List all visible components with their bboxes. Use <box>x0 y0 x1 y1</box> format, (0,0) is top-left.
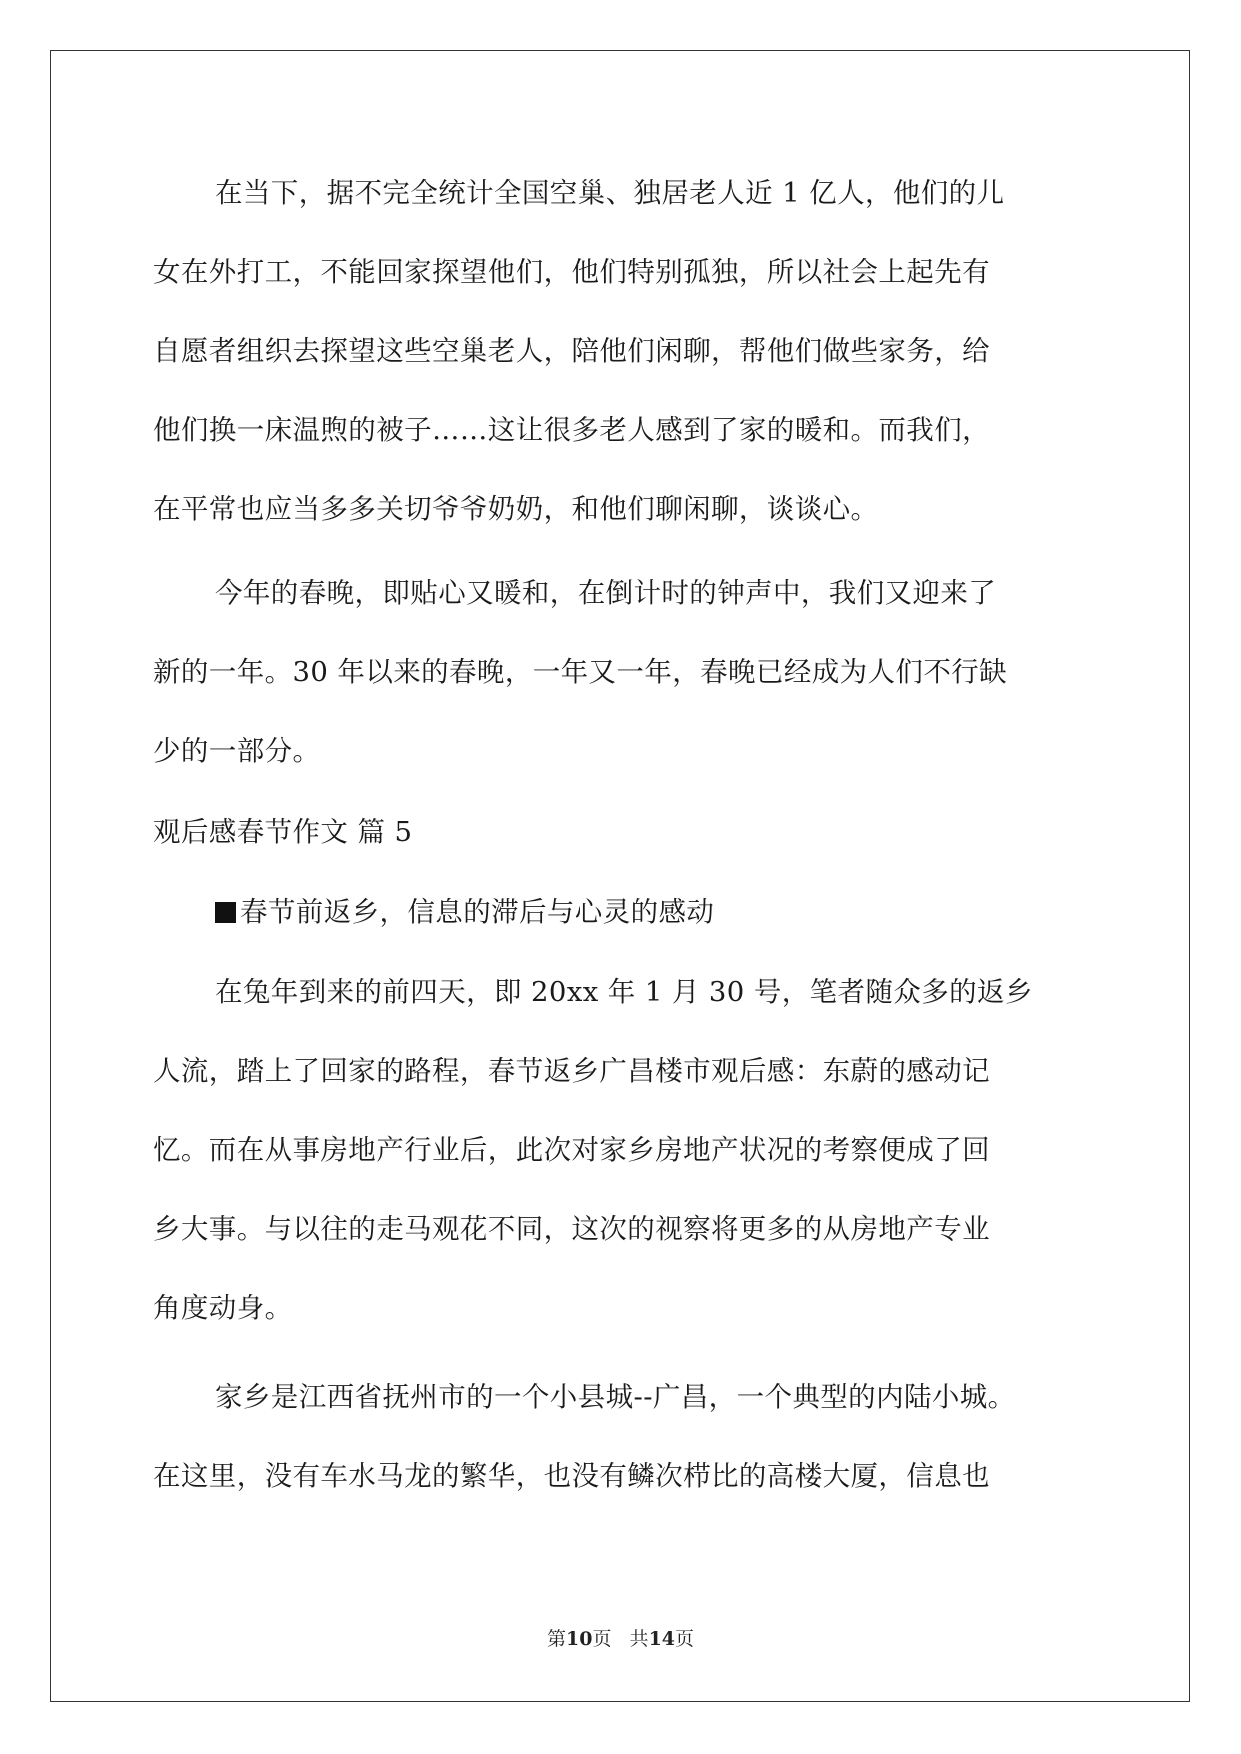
paragraph-line: 家乡是江西省抚州市的一个小县城--广昌，一个典型的内陆小城。 <box>215 1381 1016 1413</box>
section-title: 观后感春节作文 篇 5 <box>153 816 413 848</box>
footer-mid: 页 共 <box>592 1628 649 1650</box>
paragraph-line: 在这里，没有车水马龙的繁华，也没有鳞次栉比的高楼大厦，信息也 <box>153 1460 990 1492</box>
footer-suffix: 页 <box>675 1628 695 1650</box>
page-border <box>50 50 1190 1702</box>
paragraph-line: 在平常也应当多多关切爷爷奶奶，和他们聊闲聊，谈谈心。 <box>153 493 879 525</box>
paragraph-line: 乡大事。与以往的走马观花不同，这次的视察将更多的从房地产专业 <box>153 1213 990 1245</box>
current-page-number: 10 <box>565 1628 593 1650</box>
paragraph-line: 新的一年。30 年以来的春晚，一年又一年，春晚已经成为人们不行缺 <box>153 656 1008 688</box>
paragraph-line: 人流，踏上了回家的路程，春节返乡广昌楼市观后感：东蔚的感动记 <box>153 1055 990 1087</box>
page-footer <box>0 1627 1241 1651</box>
paragraph-line: 在兔年到来的前四天，即 20xx 年 1 月 30 号，笔者随众多的返乡 <box>215 976 1033 1008</box>
paragraph-line: 自愿者组织去探望这些空巢老人，陪他们闲聊，帮他们做些家务，给 <box>153 335 990 367</box>
subheading <box>215 895 714 929</box>
black-square-icon <box>215 902 236 923</box>
paragraph-line: 女在外打工，不能回家探望他们，他们特别孤独，所以社会上起先有 <box>153 256 990 288</box>
paragraph-line: 角度动身。 <box>153 1292 293 1324</box>
subheading-text: 春节前返乡，信息的滞后与心灵的感动 <box>240 896 715 928</box>
paragraph-line: 他们换一床温煦的被子……这让很多老人感到了家的暖和。而我们， <box>153 414 990 446</box>
paragraph-line: 在当下，据不完全统计全国空巢、独居老人近 1 亿人，他们的儿 <box>215 177 1005 209</box>
paragraph-line: 忆。而在从事房地产行业后，此次对家乡房地产状况的考察便成了回 <box>153 1134 990 1166</box>
paragraph-line: 少的一部分。 <box>153 735 321 767</box>
total-page-number: 14 <box>648 1628 676 1650</box>
paragraph-line: 今年的春晚，即贴心又暖和，在倒计时的钟声中，我们又迎来了 <box>215 577 997 609</box>
footer-prefix: 第 <box>546 1628 566 1650</box>
